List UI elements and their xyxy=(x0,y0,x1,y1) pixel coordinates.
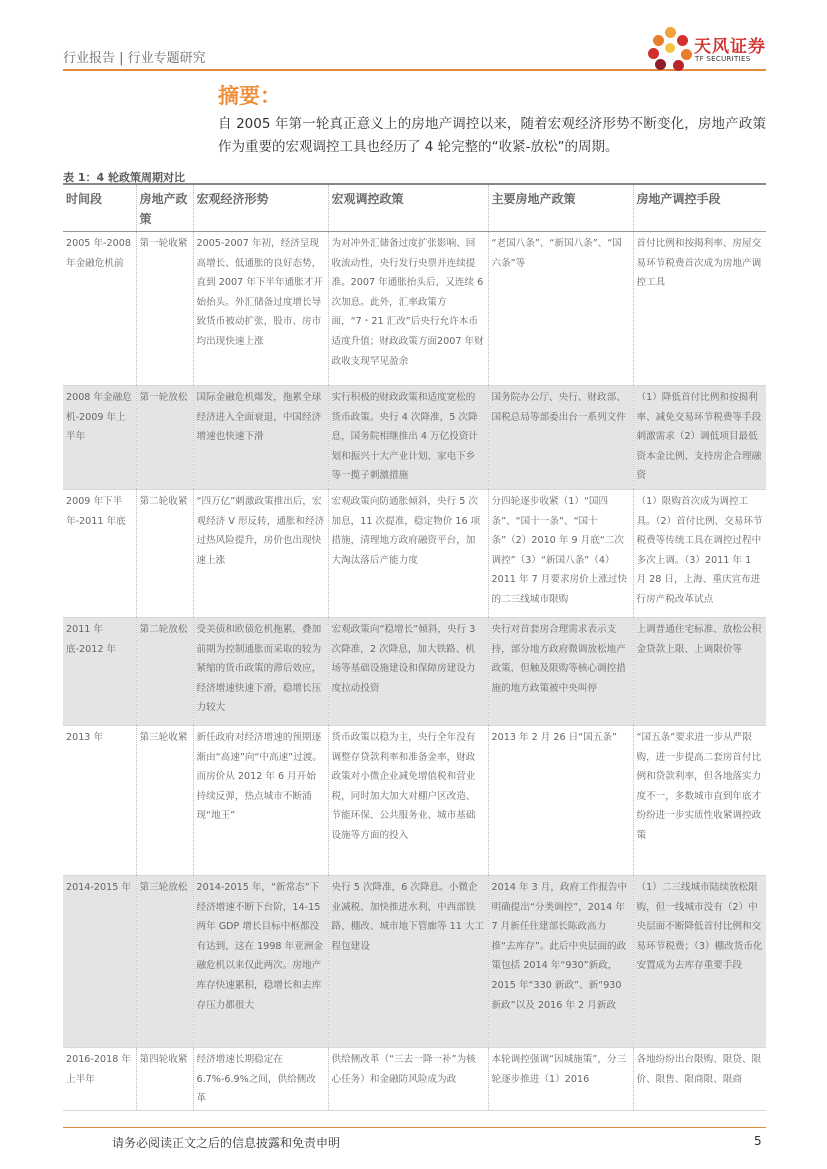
table-cell: 各地纷纷出台限购、限贷、限价、限售、限商限、限商 xyxy=(633,1048,766,1111)
table-row xyxy=(63,1048,766,1111)
table-cell: 第二轮放松 xyxy=(136,618,193,726)
table-cell: 2014-2015 年，“新常态”下经济增速不断下台阶，14-15 两年 GDP 增长目标中枢都没有达到，这在 1998 年亚洲金融危机以来仅此两次。房地产库存快速累积，稳增长和去库存压力都很大 xyxy=(193,876,328,1048)
table-cell: 2009 年下半年-2011 年底 xyxy=(63,490,136,618)
column-header: 宏观调控政策 xyxy=(328,184,488,232)
column-header: 宏观经济形势 xyxy=(193,184,328,232)
table-row xyxy=(63,876,766,1048)
table-cell: 2011 年底-2012 年 xyxy=(63,618,136,726)
table-row xyxy=(63,618,766,726)
abstract-intro: 自 2005 年第一轮真正意义上的房地产调控以来，随着宏观经济形势不断变化，房地产政策作为重要的宏观调控工具也经历了 4 轮完整的“收紧-放松”的周期。 xyxy=(218,116,766,155)
table-cell: 实行积极的财政政策和适度宽松的货币政策。央行 4 次降准，5 次降息，国务院相继推出 4 万亿投资计划和振兴十大产业计划、家电下乡等一揽子刺激措施 xyxy=(328,386,488,490)
flower-logo-icon xyxy=(648,27,692,71)
footer-rule xyxy=(63,1127,766,1128)
table-cell: 第一轮收紧 xyxy=(136,232,193,386)
table-cell: 第三轮放松 xyxy=(136,876,193,1048)
table-cell: “国五条”要求进一步从严限购，进一步提高二套房首付比例和贷款利率，但各地落实力度不一，多数城市直到年底才纷纷进一步实质性收紧调控政策 xyxy=(633,726,766,876)
table-cell: 分四轮逐步收紧（1）“国四条”、“国十一条”、“国十条”（2）2010 年 9 月底“二次调控”（3）“新国八条”（4）2011 年 7 月要求房价上涨过快的二三线城市限购 xyxy=(488,490,633,618)
table-cell: “老国八条”、“新国八条”、“国六条”等 xyxy=(488,232,633,386)
policy-cycle-table xyxy=(63,183,766,1111)
abstract-heading: 摘要： xyxy=(218,84,281,108)
column-header: 房地产调控手段 xyxy=(633,184,766,232)
table-cell: 央行对首套房合理需求表示支持，部分地方政府微调放松地产政策，但触及限购等核心调控措施的地方政策被中央叫停 xyxy=(488,618,633,726)
table-cell: 宏观政策向防通胀倾斜，央行 5 次加息，11 次提准，稳定物价 16 项措施，清理地方政府融资平台，加大淘汰落后产能力度 xyxy=(328,490,488,618)
table-cell: 受美债和欧债危机拖累，叠加前期为控制通胀而采取的较为紧缩的货币政策的滞后效应，经济增速快速下滑，稳增长压力较大 xyxy=(193,618,328,726)
table-cell: （1）限购首次成为调控工具。（2）首付比例、交易环节税费等传统工具在调控过程中多次上调。（3）2011 年 1 月 28 日，上海、重庆宣布进行房产税改革试点 xyxy=(633,490,766,618)
table-row xyxy=(63,386,766,490)
table-cell: 第四轮收紧 xyxy=(136,1048,193,1111)
table-cell: 央行 5 次降准，6 次降息。小微企业减税、加快推进水利、中西部铁路、棚改、城市地下管廊等 11 大工程包建设 xyxy=(328,876,488,1048)
header-title: 行业报告 | 行业专题研究 xyxy=(63,51,206,66)
table-cell: 首付比例和按揭利率、房屋交易环节税费首次成为房地产调控工具 xyxy=(633,232,766,386)
policy-cycle-table-wrapper xyxy=(63,183,766,1111)
logo-subtitle: TF SECURITIES xyxy=(695,55,751,63)
table-cell: 2013 年 xyxy=(63,726,136,876)
table-cell: 2008 年金融危机-2009 年上半年 xyxy=(63,386,136,490)
table-cell: 第三轮收紧 xyxy=(136,726,193,876)
table-cell: 货币政策以稳为主，央行全年没有调整存贷款利率和准备金率，财政政策对小微企业减免增值税和营业税，同时加大加大对棚户区改造、节能环保、公共服务业、城市基础设施等方面的投入 xyxy=(328,726,488,876)
column-header: 时间段 xyxy=(63,184,136,232)
page-number: 5 xyxy=(754,1134,762,1148)
table-cell: “四万亿”刺激政策推出后，宏观经济 V 形反转，通胀和经济过热风险提升，房价也出现快速上涨 xyxy=(193,490,328,618)
column-header: 房地产政策 xyxy=(136,184,193,232)
table-row xyxy=(63,726,766,876)
table-cell: 2005-2007 年初，经济呈现高增长、低通胀的良好态势，直到 2007 年下半年通胀才开始抬头。外汇储备过度增长导致货币被动扩张，股市、房市均出现快速上涨 xyxy=(193,232,328,386)
table-cell: 国务院办公厅、央行、财政部、国税总局等部委出台一系列文件 xyxy=(488,386,633,490)
table-cell: 2016-2018 年上半年 xyxy=(63,1048,136,1111)
table-row xyxy=(63,490,766,618)
table-cell: 2014-2015 年 xyxy=(63,876,136,1048)
table-cell: 2005 年-2008 年金融危机前 xyxy=(63,232,136,386)
table-cell: 2013 年 2 月 26 日“国五条” xyxy=(488,726,633,876)
footer-disclaimer: 请务必阅读正文之后的信息披露和免责申明 xyxy=(112,1136,341,1150)
table-cell: 宏观政策向“稳增长”倾斜，央行 3 次降准，2 次降息，加大铁路、机场等基础设施建设和保障房建设力度拉动投资 xyxy=(328,618,488,726)
table-cell: （1）二三线城市陆续放松限购，但一线城市没有（2）中央层面不断降低首付比例和交易环节税费；（3）棚改货币化安置成为去库存重要手段 xyxy=(633,876,766,1048)
table-cell: 经济增速长期稳定在 6.7%-6.9%之间，供给侧改革 xyxy=(193,1048,328,1111)
table-cell: 上调普通住宅标准、放松公积金贷款上限、上调限价等 xyxy=(633,618,766,726)
table-cell: 国际金融危机爆发，拖累全球经济进入全面衰退，中国经济增速也快速下滑 xyxy=(193,386,328,490)
table-cell: 第二轮收紧 xyxy=(136,490,193,618)
column-header: 主要房地产政策 xyxy=(488,184,633,232)
table-cell: 第一轮放松 xyxy=(136,386,193,490)
table-cell: 本轮调控强调“因城施策”，分三轮逐步推进（1）2016 xyxy=(488,1048,633,1111)
table-cell: 供给侧改革（“三去一降一补”为核心任务）和金融防风险成为政 xyxy=(328,1048,488,1111)
table-cell: 为对冲外汇储备过度扩张影响、回收流动性，央行发行央票并连续提准。2007 年通胀抬头后，又连续 6 次加息。此外，汇率政策方面，“7・21 汇改”后央行允许本币适度升值；财政政策方面2007 年财政收支现罕见盈余 xyxy=(328,232,488,386)
table-cell: 2014 年 3 月，政府工作报告中明确提出“分类调控”，2014 年 7 月新任住建部长陈政高力推“去库存”。此后中央层面的政策包括 2014 年“930”新政，2015 年“330 新政”、新“930 新政”以及 2016 年 2 月新政 xyxy=(488,876,633,1048)
table-header-row xyxy=(63,184,766,232)
table-cell: （1）降低首付比例和按揭利率、减免交易环节税费等手段刺激需求（2）调低项目最低资本金比例、支持房企合理融资 xyxy=(633,386,766,490)
logo-name: 天风证券 xyxy=(694,37,766,57)
company-logo xyxy=(648,27,768,72)
table-cell: 新任政府对经济增速的预期逐渐由“高速”向“中高速”过渡。而房价从 2012 年 6 月开始持续反弹，热点城市不断涌现“地王” xyxy=(193,726,328,876)
table-row xyxy=(63,232,766,386)
table-caption: 表 1：4 轮政策周期对比 xyxy=(63,171,185,184)
